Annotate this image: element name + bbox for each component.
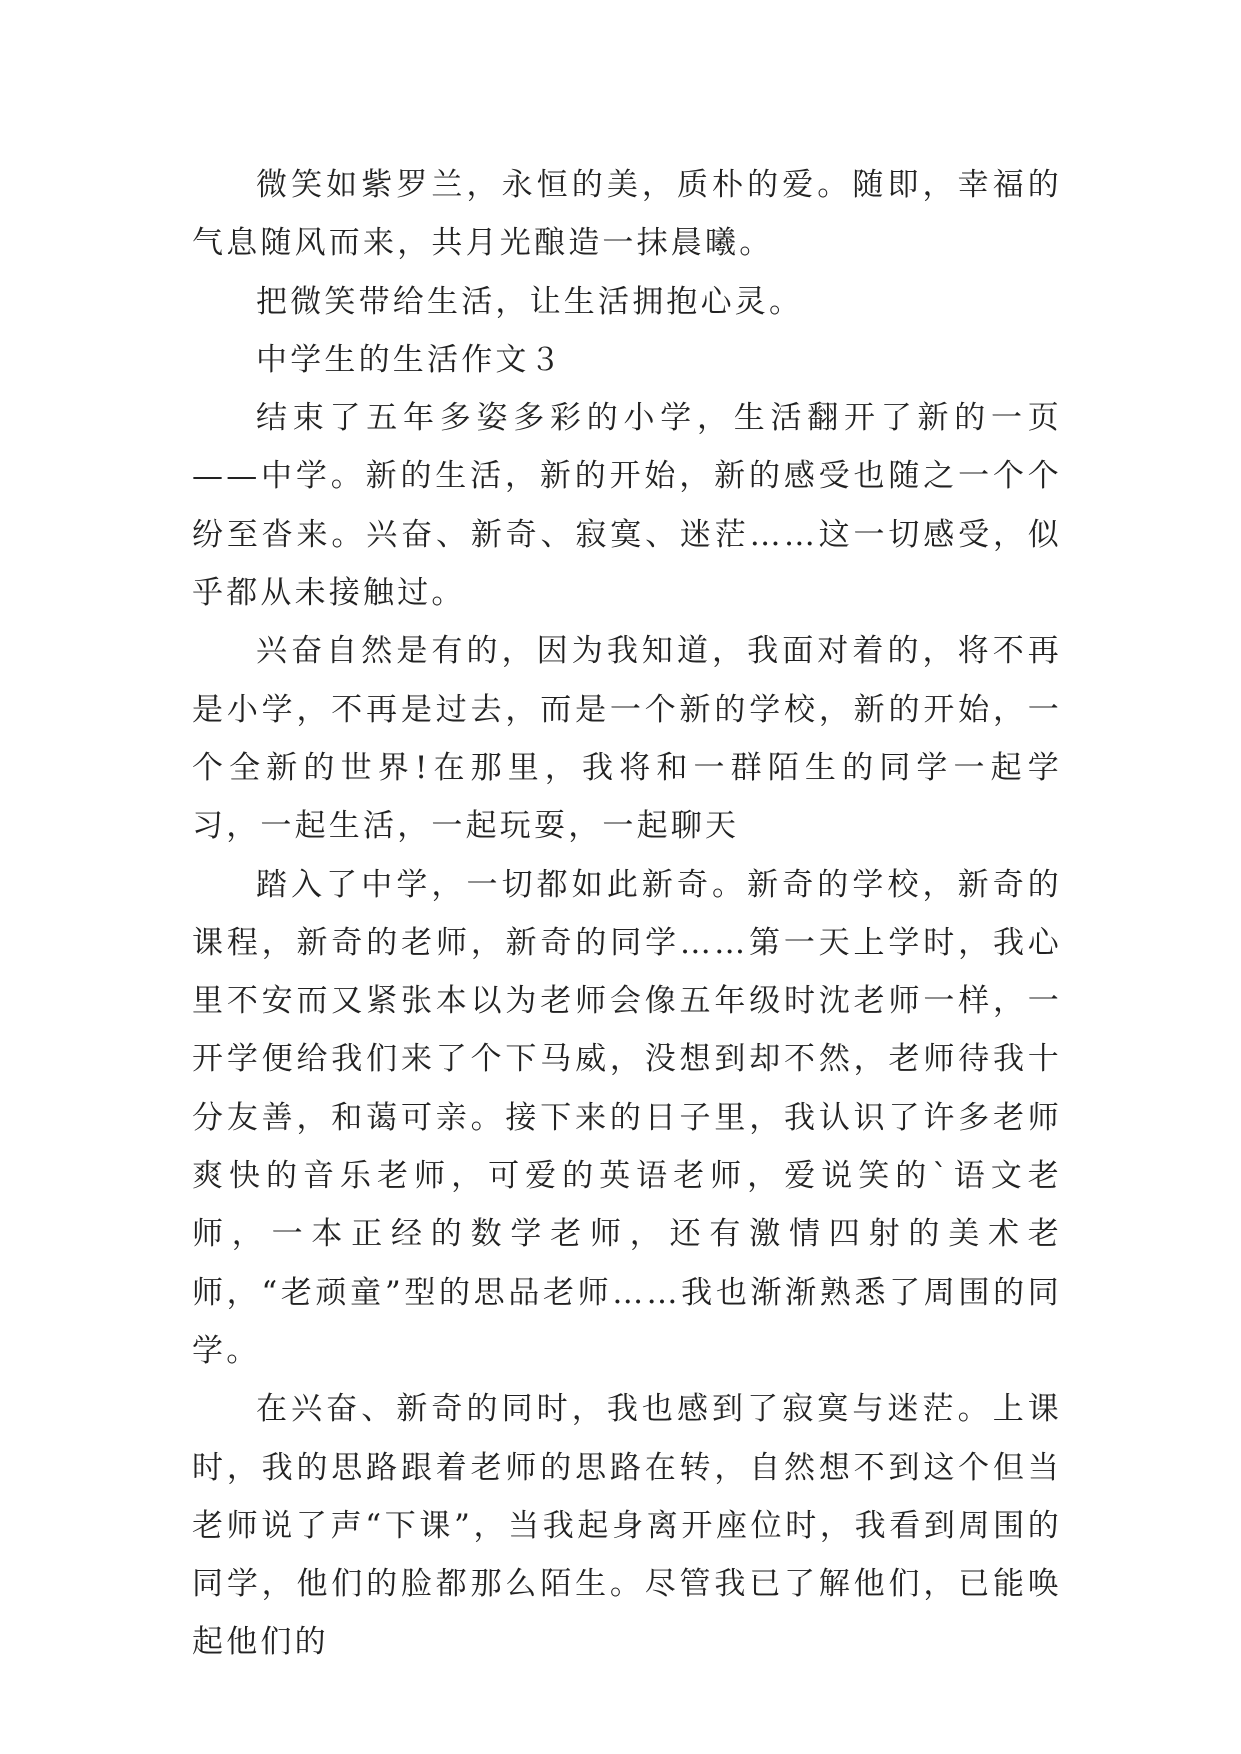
paragraph: 微笑如紫罗兰，永恒的美，质朴的爱。随即，幸福的气息随风而来，共月光酿造一抹晨曦。 (192, 167, 1062, 262)
paragraph: 在兴奋、新奇的同时，我也感到了寂寞与迷茫。上课时，我的思路跟着老师的思路在转，自然想不到这个但当老师说了声“下课”，当我起身离开座位时，我看到周围的同学，他们的脸都那么陌生。尽管我已了解他们，已能唤起他们的 (192, 1391, 1062, 1661)
document-body (192, 156, 1062, 1672)
section-title: 中学生的生活作文３ (256, 341, 564, 378)
paragraph: 结束了五年多姿多彩的小学，生活翻开了新的一页——中学。新的生活，新的开始，新的感受也随之一个个纷至沓来。兴奋、新奇、寂寞、迷茫……这一切感受，似乎都从未接触过。 (192, 400, 1062, 612)
paragraph: 兴奋自然是有的，因为我知道，我面对着的，将不再是小学，不再是过去，而是一个新的学校，新的开始，一个全新的世界!在那里，我将和一群陌生的同学一起学习，一起生活，一起玩耍，一起聊天 (192, 633, 1062, 845)
paragraph: 踏入了中学，一切都如此新奇。新奇的学校，新奇的课程，新奇的老师，新奇的同学……第一天上学时，我心里不安而又紧张本以为老师会像五年级时沈老师一样，一开学便给我们来了个下马威，没想到却不然，老师待我十分友善，和蔼可亲。接下来的日子里，我认识了许多老师爽快的音乐老师，可爱的英语老师，爱说笑的`语文老师，一本正经的数学老师，还有激情四射的美术老师，“老顽童”型的思品老师……我也渐渐熟悉了周围的同学。 (192, 866, 1062, 1369)
paragraph: 把微笑带给生活，让生活拥抱心灵。 (256, 283, 804, 320)
